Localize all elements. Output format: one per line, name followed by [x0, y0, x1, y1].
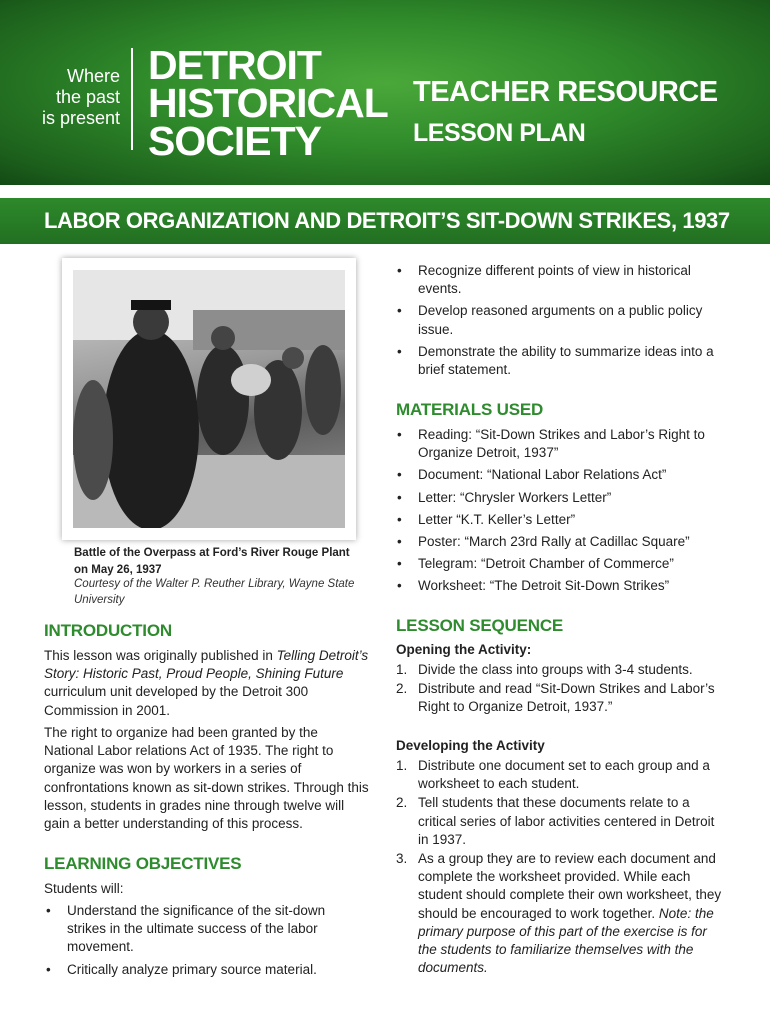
- opening-activity-heading: Opening the Activity:: [396, 642, 532, 657]
- lesson-sequence-heading: LESSON SEQUENCE: [396, 616, 564, 635]
- list-item: • Worksheet: “The Detroit Sit-Down Strikes”: [396, 577, 726, 595]
- header-title: TEACHER RESOURCE: [413, 76, 718, 108]
- learning-objectives-list: [45, 902, 350, 983]
- intro-text: curriculum unit developed by the Detroit 300 Commission in 2001.: [44, 684, 309, 718]
- item-number: 2.: [396, 795, 408, 811]
- list-item: • Demonstrate the ability to summarize ideas into a brief statement.: [396, 343, 726, 379]
- item-note-italic: Note: the primary purpose of this part of the exercise is for the students to familiarize themselves with the documents.: [418, 905, 714, 976]
- learning-objectives-list-continued: [396, 262, 726, 383]
- list-item: • Reading: “Sit-Down Strikes and Labor’s Right to Organize Detroit, 1937”: [396, 426, 726, 462]
- logo-word: HISTORICAL: [148, 80, 388, 126]
- developing-activity-heading: Developing the Activity: [396, 738, 545, 753]
- item-text: Distribute one document set to each group and a worksheet to each student.: [418, 758, 710, 792]
- tagline-line: is present: [41, 108, 120, 128]
- header-subtitle: LESSON PLAN: [413, 119, 586, 147]
- learning-objectives-heading: LEARNING OBJECTIVES: [44, 854, 242, 873]
- intro-title-italic: Telling Detroit’s Story: Historic Past, Proud People, Shining Future: [44, 648, 369, 682]
- logo-divider: [131, 48, 133, 150]
- logo-word: DETROIT: [148, 42, 321, 88]
- list-item: • Critically analyze primary source material.: [45, 961, 350, 979]
- learning-objectives-intro: Students will:: [44, 881, 124, 896]
- list-item: [396, 850, 726, 977]
- item-text: Tell students that these documents relate to a critical series of labor activities centered in Detroit in 1937.: [418, 795, 715, 847]
- item-number: 1.: [396, 758, 408, 773]
- list-item: • Letter: “Chrysler Workers Letter”: [396, 489, 726, 507]
- introduction-paragraph: [44, 647, 369, 720]
- intro-text: This lesson was originally published in: [44, 648, 277, 663]
- list-item: • Letter “K.T. Keller’s Letter”: [396, 511, 726, 529]
- materials-heading: MATERIALS USED: [396, 400, 544, 419]
- list-item: • Poster: “March 23rd Rally at Cadillac Square”: [396, 533, 726, 551]
- introduction-paragraph-2: The right to organize had been granted by the National Labor relations Act of 1935. The right to organize was won by workers in a series of confrontations known as sit-down strikes. Through this lesson, students in grades nine through twelve will gain a better understanding of this process.: [44, 725, 369, 832]
- logo-tagline: [28, 66, 120, 129]
- list-item: [396, 757, 726, 793]
- opening-activity-list: [396, 661, 726, 718]
- list-item: • Telegram: “Detroit Chamber of Commerce”: [396, 555, 726, 573]
- list-item: • Understand the significance of the sit-down strikes in the ultimate success of the labor movement.: [45, 902, 350, 957]
- item-number: 1.: [396, 662, 408, 677]
- list-item: • Document: “National Labor Relations Act”: [396, 466, 726, 484]
- tagline-line: the past: [55, 87, 120, 107]
- logo-word: SOCIETY: [148, 118, 321, 164]
- header-banner: [0, 0, 770, 185]
- developing-activity-list: [396, 757, 726, 978]
- lesson-title: LABOR ORGANIZATION AND DETROIT’S SIT-DOWN STRIKES, 1937: [44, 208, 730, 233]
- item-number: 3.: [396, 851, 408, 867]
- list-item: • Develop reasoned arguments on a public policy issue.: [396, 302, 726, 338]
- introduction-heading: INTRODUCTION: [44, 621, 172, 640]
- list-item: [396, 661, 726, 679]
- photo-caption-credit: Courtesy of the Walter P. Reuther Library, Wayne State University: [74, 578, 355, 606]
- photo-frame: [62, 258, 356, 540]
- item-text: Divide the class into groups with 3-4 students.: [418, 662, 693, 677]
- item-text: As a group they are to review each document and complete the worksheet provided. While each student should complete their own worksheet, they should be encouraged to work together.: [418, 851, 722, 921]
- tagline-line: Where: [66, 66, 120, 86]
- list-item: • Recognize different points of view in historical events.: [396, 262, 726, 298]
- item-text: Distribute and read “Sit-Down Strikes and Labor’s Right to Organize Detroit, 1937.”: [418, 681, 715, 715]
- list-item: [396, 680, 726, 716]
- historical-photo: [73, 270, 345, 528]
- photo-caption-title: Battle of the Overpass at Ford’s River Rouge Plant on May 26, 1937: [74, 547, 350, 576]
- item-number: 2.: [396, 681, 408, 697]
- photo-illustration: [73, 270, 345, 528]
- title-band: [0, 198, 770, 244]
- materials-list: [396, 426, 726, 600]
- list-item: [396, 794, 726, 849]
